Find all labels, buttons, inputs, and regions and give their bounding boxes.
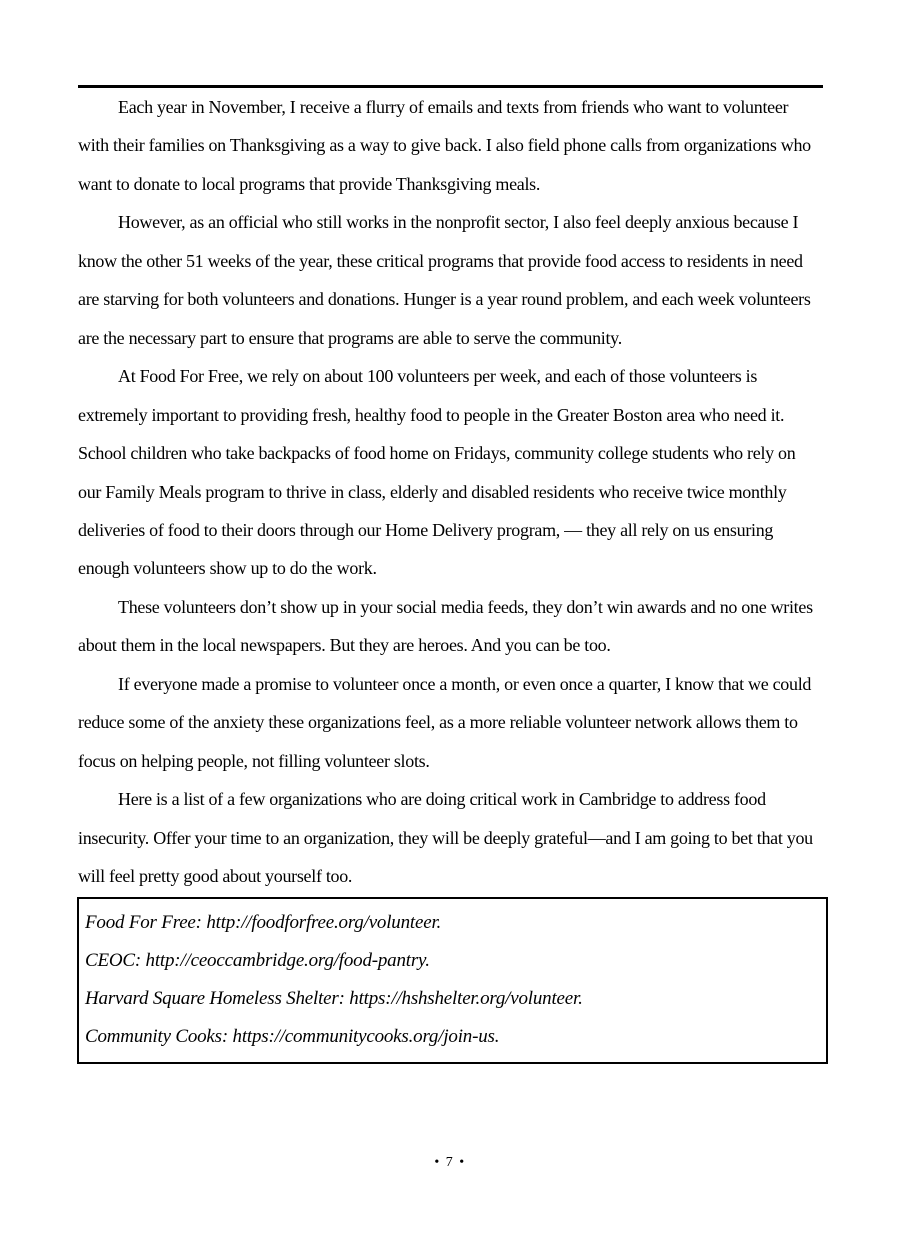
essay-body [78, 88, 822, 896]
essay-paragraph: Here is a list of a few organizations who are doing critical work in Cambridge to address food insecurity. Offer your time to an organization, they will be deeply grateful—and I am going to bet that you will feel pretty good about yourself too. [78, 789, 813, 887]
resource-link-ceoc: CEOC: http://ceoccambridge.org/food-pantry. [85, 949, 430, 971]
page-content [0, 85, 900, 1064]
page-footer [0, 1155, 900, 1171]
resource-box [77, 897, 828, 1064]
essay-paragraph: If everyone made a promise to volunteer once a month, or even once a quarter, I know that we could reduce some of the anxiety these organizations feel, as a more reliable volunteer network allows them to focus on helping people, not filling volunteer slots. [78, 673, 812, 771]
essay-paragraph: At Food For Free, we rely on about 100 volunteers per week, and each of those volunteers is extremely important to providing fresh, healthy food to people in the Greater Boston area who need it. School children who take backpacks of food home on Fridays, community college students who rely on our Family Meals program to thrive in class, elderly and disabled residents who receive twice monthly deliveries of food to their doors through our Home Delivery program, — they all rely on us ensuring enough volunteers show up to do the work. [78, 366, 796, 579]
essay-paragraph: These volunteers don’t show up in your social media feeds, they don’t win awards and no one writes about them in the local newspapers. But they are heroes. And you can be too. [78, 596, 813, 656]
essay-paragraph: However, as an official who still works in the nonprofit sector, I also feel deeply anxious because I know the other 51 weeks of the year, these critical programs that provide food access to residents in need are starving for both volunteers and donations. Hunger is a year round problem, and each week volunteers are the necessary part to ensure that programs are able to serve the community. [78, 212, 811, 348]
page-number: • 7 • [434, 1155, 466, 1170]
resource-link-food-for-free: Food For Free: http://foodforfree.org/volunteer. [85, 911, 442, 933]
resource-link-harvard-square-homeless-shelter: Harvard Square Homeless Shelter: https://hshshelter.org/volunteer. [85, 987, 583, 1009]
resource-link-community-cooks: Community Cooks: https://communitycooks.org/join-us. [85, 1025, 500, 1047]
essay-paragraph: Each year in November, I receive a flurry of emails and texts from friends who want to volunteer with their families on Thanksgiving as a way to give back. I also field phone calls from organizations who want to donate to local programs that provide Thanksgiving meals. [78, 97, 811, 194]
